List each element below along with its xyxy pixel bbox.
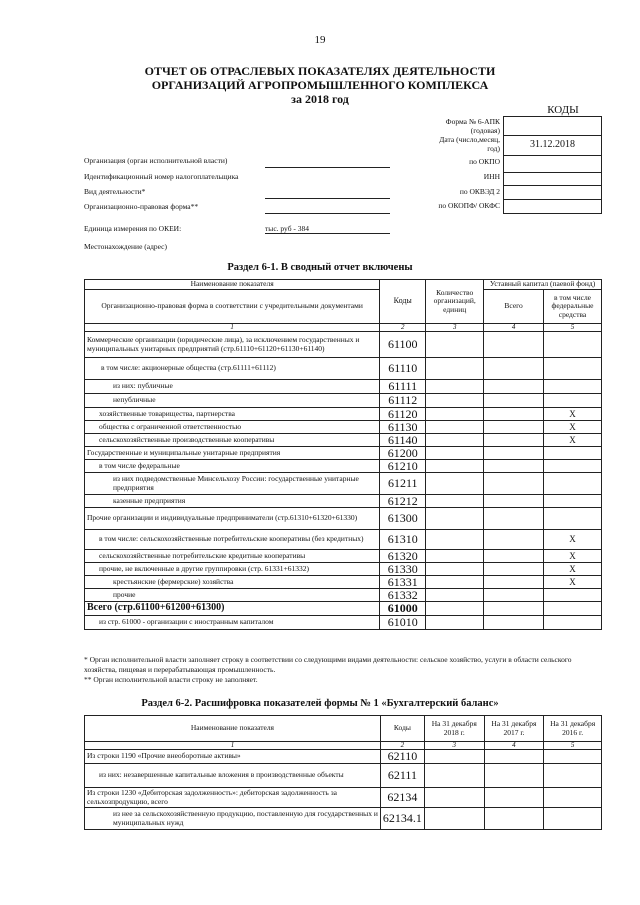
federal-cell[interactable]: [544, 589, 602, 602]
total-cell[interactable]: [484, 576, 544, 589]
federal-cell[interactable]: [544, 380, 602, 394]
report-title-line1: ОТЧЕТ ОБ ОТРАСЛЕВЫХ ПОКАЗАТЕЛЯХ ДЕЯТЕЛЬНОСТИ: [144, 64, 496, 78]
federal-cell[interactable]: [544, 616, 602, 630]
col-num: 1: [85, 324, 380, 332]
table-row: [85, 473, 602, 495]
inn-label: ИНН: [483, 172, 500, 181]
row-code: 61000: [380, 602, 426, 616]
count-cell[interactable]: [426, 589, 484, 602]
federal-cell[interactable]: X: [544, 563, 602, 576]
okpo-label: по ОКПО: [469, 157, 500, 166]
row-name: Всего (стр.61100+61200+61300): [85, 602, 380, 616]
s2-col-codes: Коды: [380, 716, 424, 742]
row-name: из нее за сельскохозяйственную продукцию, поставленную для государственных и муниципальных нужд: [85, 808, 381, 830]
count-cell[interactable]: [426, 563, 484, 576]
row-code: 61300: [380, 508, 426, 530]
section2-title: Раздел 6-2. Расшифровка показателей формы № 1 «Бухгалтерский баланс»: [141, 698, 499, 709]
row-code: 61010: [380, 616, 426, 630]
date-label-2: год): [487, 144, 500, 153]
count-cell[interactable]: [426, 508, 484, 530]
federal-cell[interactable]: [544, 394, 602, 408]
count-cell[interactable]: [426, 460, 484, 473]
value-2016-cell[interactable]: [544, 750, 602, 764]
col-federal: в том числе федеральные средства: [544, 290, 602, 324]
row-code: 61320: [380, 550, 426, 563]
row-name: сельскохозяйственные потребительские кредитные кооперативы: [85, 550, 380, 563]
total-cell[interactable]: [484, 332, 544, 358]
table-row: [85, 508, 602, 530]
total-cell[interactable]: [484, 616, 544, 630]
table-row: [85, 332, 602, 358]
row-code: 61140: [380, 434, 426, 447]
codes-label: КОДЫ: [547, 104, 579, 116]
count-cell[interactable]: [426, 602, 484, 616]
federal-cell[interactable]: [544, 460, 602, 473]
row-name: крестьянские (фермерские) хозяйства: [85, 576, 380, 589]
codes-box: [503, 116, 602, 214]
col-num: 4: [484, 324, 544, 332]
row-code: 62134.1: [380, 808, 424, 830]
s2-col-2017: На 31 декабря 2017 г.: [484, 716, 544, 742]
org-field[interactable]: [265, 158, 390, 168]
col-name-top: Наименование показателя: [85, 280, 380, 290]
total-cell[interactable]: [484, 602, 544, 616]
table-row: [85, 408, 602, 421]
table-row: [85, 530, 602, 550]
section1-table: [84, 279, 602, 630]
location-label: Местонахождение (адрес): [84, 242, 168, 251]
count-cell[interactable]: [426, 380, 484, 394]
total-cell[interactable]: [484, 530, 544, 550]
row-name: общества с ограниченной ответственностью: [85, 421, 380, 434]
section1-title: Раздел 6-1. В сводный отчет включены: [227, 262, 413, 273]
total-cell[interactable]: [484, 550, 544, 563]
row-code: 61120: [380, 408, 426, 421]
federal-cell[interactable]: [544, 358, 602, 380]
table-row: [85, 447, 602, 460]
count-cell[interactable]: [426, 530, 484, 550]
table-row: [85, 563, 602, 576]
row-name: в том числе: акционерные общества (стр.61111+61112): [85, 358, 380, 380]
col-num: 4: [484, 742, 544, 750]
col-num: 5: [544, 324, 602, 332]
date-label: Дата (число,месяц,: [439, 135, 500, 144]
total-cell[interactable]: [484, 421, 544, 434]
value-2017-cell[interactable]: [484, 750, 544, 764]
total-cell[interactable]: [484, 394, 544, 408]
count-cell[interactable]: [426, 421, 484, 434]
value-2016-cell[interactable]: [544, 808, 602, 830]
activity-field[interactable]: [265, 189, 390, 199]
value-2017-cell[interactable]: [484, 808, 544, 830]
col-num: 2: [380, 324, 426, 332]
row-code: 62134: [380, 788, 424, 808]
row-name: казенные предприятия: [85, 495, 380, 508]
table-row: [85, 550, 602, 563]
total-cell[interactable]: [484, 495, 544, 508]
count-cell[interactable]: [426, 550, 484, 563]
row-name: из них подведомственные Минсельхозу России: государственные унитарные предприятия: [85, 473, 380, 495]
table-row: [85, 434, 602, 447]
federal-cell[interactable]: X: [544, 530, 602, 550]
footnote-1: * Орган исполнительной власти заполняет строку в соответствии со следующими видами деятельности: сельское хозяйство, услуги в области сельского хозяйства, пищевая и перерабатывающая промышленность.: [84, 655, 572, 674]
table-row: [85, 750, 602, 764]
total-cell[interactable]: [484, 460, 544, 473]
federal-cell[interactable]: [544, 473, 602, 495]
row-name: Из строки 1230 «Дебиторская задолженность»: дебиторская задолженность за сельхозпродукцию, всего: [85, 788, 381, 808]
table-row: [85, 495, 602, 508]
total-cell[interactable]: [484, 473, 544, 495]
report-title-line2: ОРГАНИЗАЦИЙ АГРОПРОМЫШЛЕННОГО КОМПЛЕКСА: [151, 78, 489, 92]
row-name: Прочие организации и индивидуальные предприниматели (стр.61310+61320+61330): [85, 508, 380, 530]
total-cell[interactable]: [484, 589, 544, 602]
row-name: в том числе: сельскохозяйственные потребительские кооперативы (без кредитных): [85, 530, 380, 550]
value-2017-cell[interactable]: [484, 764, 544, 788]
total-cell[interactable]: [484, 380, 544, 394]
count-cell[interactable]: [426, 616, 484, 630]
legal-form-label: Организационно-правовая форма**: [84, 202, 199, 211]
federal-cell[interactable]: [544, 332, 602, 358]
federal-cell[interactable]: X: [544, 408, 602, 421]
row-name: непубличные: [85, 394, 380, 408]
count-cell[interactable]: [426, 408, 484, 421]
count-cell[interactable]: [426, 394, 484, 408]
total-cell[interactable]: [484, 408, 544, 421]
value-2017-cell[interactable]: [484, 788, 544, 808]
count-cell[interactable]: [426, 447, 484, 460]
table-row: [85, 589, 602, 602]
idnum-label: Идентификационный номер налогоплательщика: [84, 172, 239, 181]
section2-table: [84, 715, 602, 830]
total-cell[interactable]: [484, 358, 544, 380]
okved-label: по ОКВЭД 2: [459, 187, 500, 196]
footnote-2: ** Орган исполнительной власти строку не заполняет.: [84, 675, 258, 684]
row-code: 62111: [380, 764, 424, 788]
org-label: Организация (орган исполнительной власти): [84, 156, 228, 165]
table-row: [85, 460, 602, 473]
federal-cell[interactable]: X: [544, 576, 602, 589]
row-name: из них: незавершенные капитальные вложения в производственные объекты: [85, 764, 381, 788]
row-name: из них: публичные: [85, 380, 380, 394]
s2-col-2018: На 31 декабря 2018 г.: [424, 716, 484, 742]
table-row: [85, 788, 602, 808]
federal-cell[interactable]: [544, 447, 602, 460]
row-code: 61212: [380, 495, 426, 508]
row-name: прочие: [85, 589, 380, 602]
row-code: 62110: [380, 750, 424, 764]
col-num: 3: [424, 742, 484, 750]
row-code: 61310: [380, 530, 426, 550]
federal-cell[interactable]: [544, 495, 602, 508]
s2-col-name: Наименование показателя: [85, 716, 381, 742]
col-num: 2: [380, 742, 424, 750]
col-num: 5: [544, 742, 602, 750]
col-codes: Коды: [380, 280, 426, 324]
federal-cell[interactable]: [544, 508, 602, 530]
table-row: [85, 394, 602, 408]
count-cell[interactable]: [426, 473, 484, 495]
value-2016-cell[interactable]: [544, 788, 602, 808]
total-cell[interactable]: [484, 563, 544, 576]
table-row: [85, 616, 602, 630]
row-name: сельскохозяйственные производственные кооперативы: [85, 434, 380, 447]
row-code: 61130: [380, 421, 426, 434]
row-code: 61211: [380, 473, 426, 495]
count-cell[interactable]: [426, 332, 484, 358]
col-capital: Уставный капитал (паевой фонд): [484, 280, 602, 290]
table-row: [85, 380, 602, 394]
row-name: Государственные и муниципальные унитарные предприятия: [85, 447, 380, 460]
count-cell[interactable]: [426, 434, 484, 447]
unit-label: Единица измерения по ОКЕИ:: [84, 224, 182, 233]
report-title-line3: за 2018 год: [291, 92, 349, 106]
row-name: из стр. 61000 - организации с иностранным капиталом: [85, 616, 380, 630]
page-number: 19: [314, 34, 326, 46]
row-code: 61332: [380, 589, 426, 602]
table-row: [85, 808, 602, 830]
value-2016-cell[interactable]: [544, 764, 602, 788]
col-name-sub: Организационно-правовая форма в соответствии с учредительными документами: [85, 290, 380, 324]
row-code: 61111: [380, 380, 426, 394]
date-value: 31.12.2018: [530, 139, 575, 150]
federal-cell[interactable]: [544, 602, 602, 616]
col-num: 3: [426, 324, 484, 332]
form-label: Форма № 6-АПК: [445, 117, 500, 126]
table-row: [85, 421, 602, 434]
federal-cell[interactable]: X: [544, 434, 602, 447]
federal-cell[interactable]: X: [544, 550, 602, 563]
form-period: (годовая): [470, 126, 500, 135]
row-name: Из строки 1190 «Прочие внеоборотные активы»: [85, 750, 381, 764]
total-cell[interactable]: [484, 508, 544, 530]
table-row: [85, 764, 602, 788]
row-code: 61200: [380, 447, 426, 460]
col-count: Количество организаций, единиц: [426, 280, 484, 324]
row-code: 61110: [380, 358, 426, 380]
s2-col-2016: На 31 декабря 2016 г.: [544, 716, 602, 742]
value-2018-cell[interactable]: [424, 750, 484, 764]
value-2018-cell[interactable]: [424, 764, 484, 788]
table-row: [85, 602, 602, 616]
total-cell[interactable]: [484, 434, 544, 447]
table-row: [85, 576, 602, 589]
okopf-label: по ОКОПФ/ ОКФС: [438, 201, 500, 210]
row-name: хозяйственные товарищества, партнерства: [85, 408, 380, 421]
row-name: прочие, не включенные в другие группировки (стр. 61331+61332): [85, 563, 380, 576]
total-cell[interactable]: [484, 447, 544, 460]
row-code: 61100: [380, 332, 426, 358]
table-row: [85, 358, 602, 380]
row-code: 61210: [380, 460, 426, 473]
row-code: 61112: [380, 394, 426, 408]
unit-value: тыс. руб - 384: [265, 224, 390, 234]
legal-form-field[interactable]: [265, 204, 390, 214]
row-code: 61330: [380, 563, 426, 576]
row-code: 61331: [380, 576, 426, 589]
activity-label: Вид деятельности*: [84, 187, 146, 196]
row-name: в том числе федеральные: [85, 460, 380, 473]
count-cell[interactable]: [426, 576, 484, 589]
col-total: Всего: [484, 290, 544, 324]
row-name: Коммерческие организации (юридические лица), за исключением государственных и муниципальных унитарных предприятий (стр.61110+61120+61130+61140): [85, 332, 380, 358]
count-cell[interactable]: [426, 495, 484, 508]
value-2018-cell[interactable]: [424, 808, 484, 830]
count-cell[interactable]: [426, 358, 484, 380]
col-num: 1: [85, 742, 381, 750]
federal-cell[interactable]: X: [544, 421, 602, 434]
value-2018-cell[interactable]: [424, 788, 484, 808]
